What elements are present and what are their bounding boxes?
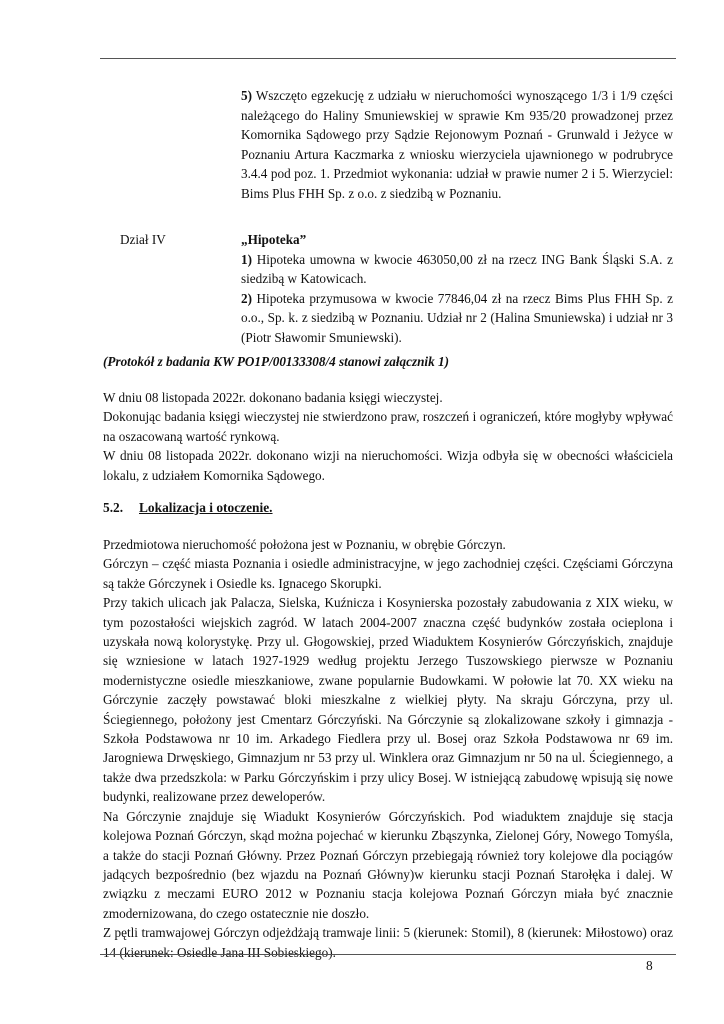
- location-paragraph: Przy takich ulicach jak Palacza, Sielska, Kuźnicza i Kosynierska pozostały zabudowania z XIX wieku, w tym pozostałości wiejskich zagród. W latach 2004-2007 znaczna część budynków została ocieplona i uzyskała nową kolorystykę. Przy ul. Głogowskiej, przed Wiaduktem Kosynierów Górczyńskich, znajduje się wzniesione w latach 1927-1929 według projektu Jerzego Tuszowskiego pierwsze w Poznaniu modernistyczne osiedle mieszkaniowe, zwane popularnie Budowkami. W połowie lat 70. XX wieku na Górczynie zaczęły powstawać bloki mieszkalne z wielkiej płyty. Na skraju Górczyna, przy ul. Ściegiennego, położony jest Cmentarz Górczyński. Na Górczynie są zlokalizowane szkoły i gimnazja - Szkoła Podstawowa nr 10 im. Arkadego Fiedlera przy ul. Bosej oraz Szkoła Podstawowa nr 69 im. Jarogniewa Drwęskiego, Gimnazjum nr 53 przy ul. Winklera oraz Gimnazjum nr 50 na ul. Ściegiennego, a także dwa przedszkola: w Parku Górczyńskim i przy ulicy Bosej. W istniejącą zabudowę wpisują się nowe budynki, realizowane przez deweloperów.: [103, 595, 673, 805]
- dzial-iv-content: [241, 230, 673, 348]
- section-number: 5.2.: [103, 500, 124, 515]
- mortgage-1-text: Hipoteka umowna w kwocie 463050,00 zł na rzecz ING Bank Śląski S.A. z siedzibą w Katowicach.: [241, 251, 674, 287]
- location-paragraph: Górczyn – część miasta Poznania i osiedle administracyjne, w jego zachodniej części. Częściami Górczyna są także Górczynek i Osiedle ks. Ignacego Skorupki.: [103, 556, 673, 591]
- header-rule: [100, 58, 676, 59]
- attachment-caption-block: [103, 352, 673, 371]
- mortgage-2-number: 2): [241, 290, 252, 306]
- location-paragraphs: [103, 535, 673, 962]
- entry-5: [241, 86, 673, 204]
- section-label-dzial-iv: Dział IV: [120, 232, 166, 247]
- footer-rule: [100, 954, 676, 955]
- inspection-paragraph: Dokonując badania księgi wieczystej nie stwierdzono praw, roszczeń i ograniczeń, które mogłyby wpływać na oszacowaną wartość rynkową.: [103, 409, 673, 444]
- location-paragraph: Na Górczynie znajduje się Wiadukt Kosynierów Górczyńskich. Pod wiaduktem znajduje się stacja kolejowa Poznań Górczyn, skąd można pojechać w kierunku Zbąszynka, Zielonej Góry, Nowego Tomyśla, a także do stacji Poznań Główny. Przez Poznań Górczyn przebiegają również tory kolejowe dla pociągów jadących bezpośrednio (bez wjazdu na Poznań Główny)w kierunku stacji Poznań Starołęka i dalej. W związku z meczami EURO 2012 w Poznaniu stacja kolejowa Poznań Górczyn miała być znacznie zmodernizowana, do czego ostatecznie nie doszło.: [103, 808, 673, 921]
- inspection-paragraph: W dniu 08 listopada 2022r. dokonano badania księgi wieczystej.: [103, 390, 443, 405]
- entry-5-text: Wszczęto egzekucję z udziału w nieruchomości wynoszącego 1/3 i 1/9 części należącego do Haliny Smuniewskiej w sprawie Km 935/20 prowadzonej przez Komornika Sądowego przy Sądzie Rejonowym Poznań - Grunwald i Jeżyce w Poznaniu Artura Kaczmarka z wniosku wierzyciela ujawnionego w podrubryce 3.4.4 pod poz. 1. Przedmiot wykonania: udział w prawie numer 2 i 5. Wierzyciel: Bims Plus FHH Sp. z o.o. z siedzibą w Poznaniu.: [241, 88, 674, 201]
- location-paragraph: Z pętli tramwajowej Górczyn odjeżdżają tramwaje linii: 5 (kierunek: Stomil), 8 (kierunek: Miłostowo) oraz 14 (kierunek: Osiedle Jana III Sobieskiego).: [103, 925, 673, 960]
- entry-5-number: 5): [241, 88, 252, 103]
- mortgage-2-text: Hipoteka przymusowa w kwocie 77846,04 zł na rzecz Bims Plus FHH Sp. z o.o., Sp. k. z siedzibą w Poznaniu. Udział nr 2 (Halina Smuniewska) i udział nr 3 (Piotr Sławomir Smuniewski).: [241, 290, 673, 345]
- page-number: 8: [646, 958, 653, 973]
- location-paragraph: Przedmiotowa nieruchomość położona jest w Poznaniu, w obrębie Górczyn.: [103, 537, 506, 552]
- inspection-paragraph: W dniu 08 listopada 2022r. dokonano wizji na nieruchomości. Wizja odbyła się w obecności właściciela lokalu, z udziałem Komornika Sądowego.: [103, 448, 673, 483]
- dzial-iv-title: „Hipoteka”: [241, 232, 307, 247]
- inspection-paragraphs: [103, 388, 673, 485]
- section-title: Lokalizacja i otoczenie.: [139, 500, 273, 515]
- attachment-caption: (Protokół z badania KW PO1P/00133308/4 stanowi załącznik 1): [103, 354, 449, 369]
- mortgage-1-number: 1): [241, 251, 252, 267]
- section-heading: [103, 498, 673, 517]
